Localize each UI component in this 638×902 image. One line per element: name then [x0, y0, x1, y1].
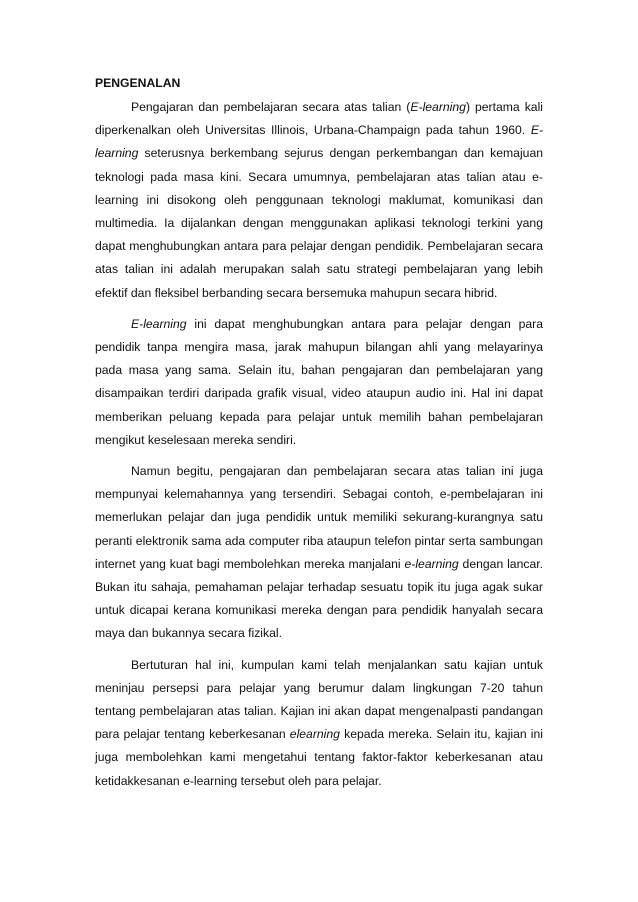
paragraph [95, 313, 543, 452]
text-run: ) pertama kali diperkenalkan oleh Universitas Illinois, Urbana-Champaign pada tahun 1960. [95, 100, 544, 138]
text-run: ini dapat menghubungkan antara para pelajar dengan para pendidik tanpa mengira masa, jarak mahupun bilangan ahli yang melayarinya pada masa yang sama. Selain itu, bahan pengajaran dan pembelajaran yang disampaikan terdiri daripada grafik visual, video ataupun audio ini. Hal ini dapat memberikan peluang kepada para pelajar untuk memilih bahan pembelajaran mengikut keselesaan mereka sendiri. [95, 316, 543, 447]
text-run: Namun begitu, pengajaran dan pembelajaran secara atas talian ini juga mempunyai kelemahannya yang tersendiri. Sebagai contoh, e-pembelajaran ini memerlukan pelajar dan juga pendidik untuk memiliki sekurang-kurangnya satu peranti elektronik sama ada computer riba ataupun telefon pintar serta sambungan internet yang kuat bagi membolehkan mereka manjalani [95, 464, 543, 571]
section-heading: PENGENALAN [95, 76, 181, 90]
paragraph [95, 654, 543, 793]
text-run: Bertuturan hal ini, kumpulan kami telah menjalankan satu kajian untuk meninjau persepsi para pelajar yang berumur dalam lingkungan 7-20 tahun tentang pembelajaran atas talian. Kajian ini akan dapat mengenalpasti pandangan para pelajar tentang keberkesanan [95, 657, 543, 742]
body-text [95, 96, 543, 793]
text-run: dengan lancar. Bukan itu sahaja, pemahaman pelajar terhadap sesuatu topik itu juga agak sukar untuk dicapai kerana komunikasi mereka dengan para pendidik hanyalah secara maya dan bukannya secara fizikal. [95, 556, 543, 641]
italic-text: e-learning [404, 556, 459, 571]
text-run: kepada mereka. Selain itu, kajian ini juga membolehkan kami mengetahui tentang faktor-faktor keberkesanan atau ketidakkesanan e-learning tersebut oleh para pelajar. [95, 727, 543, 788]
paragraph [95, 96, 543, 305]
paragraph [95, 460, 543, 646]
italic-text: E-learning [95, 123, 543, 161]
italic-text: E-learning [131, 316, 187, 331]
text-run: Pengajaran dan pembelajaran secara atas talian ( [131, 100, 411, 114]
italic-text: E-learning [410, 100, 466, 114]
document-page [95, 74, 543, 801]
text-run: seterusnya berkembang sejurus dengan perkembangan dan kemajuan teknologi pada masa kini. Secara umumnya, pembelajaran atas talian atau e-learning ini disokong oleh penggunaan teknologi maklumat, komunikasi dan multimedia. Ia dijalankan dengan menggunakan aplikasi teknologi terkini yang dapat menghubungkan antara para pelajar dengan pendidik. Pembelajaran secara atas talian ini adalah merupakan salah satu strategi pembelajaran yang lebih efektif dan fleksibel berbanding secara bersemuka mahupun secara hibrid. [95, 146, 543, 300]
italic-text: elearning [289, 727, 340, 742]
